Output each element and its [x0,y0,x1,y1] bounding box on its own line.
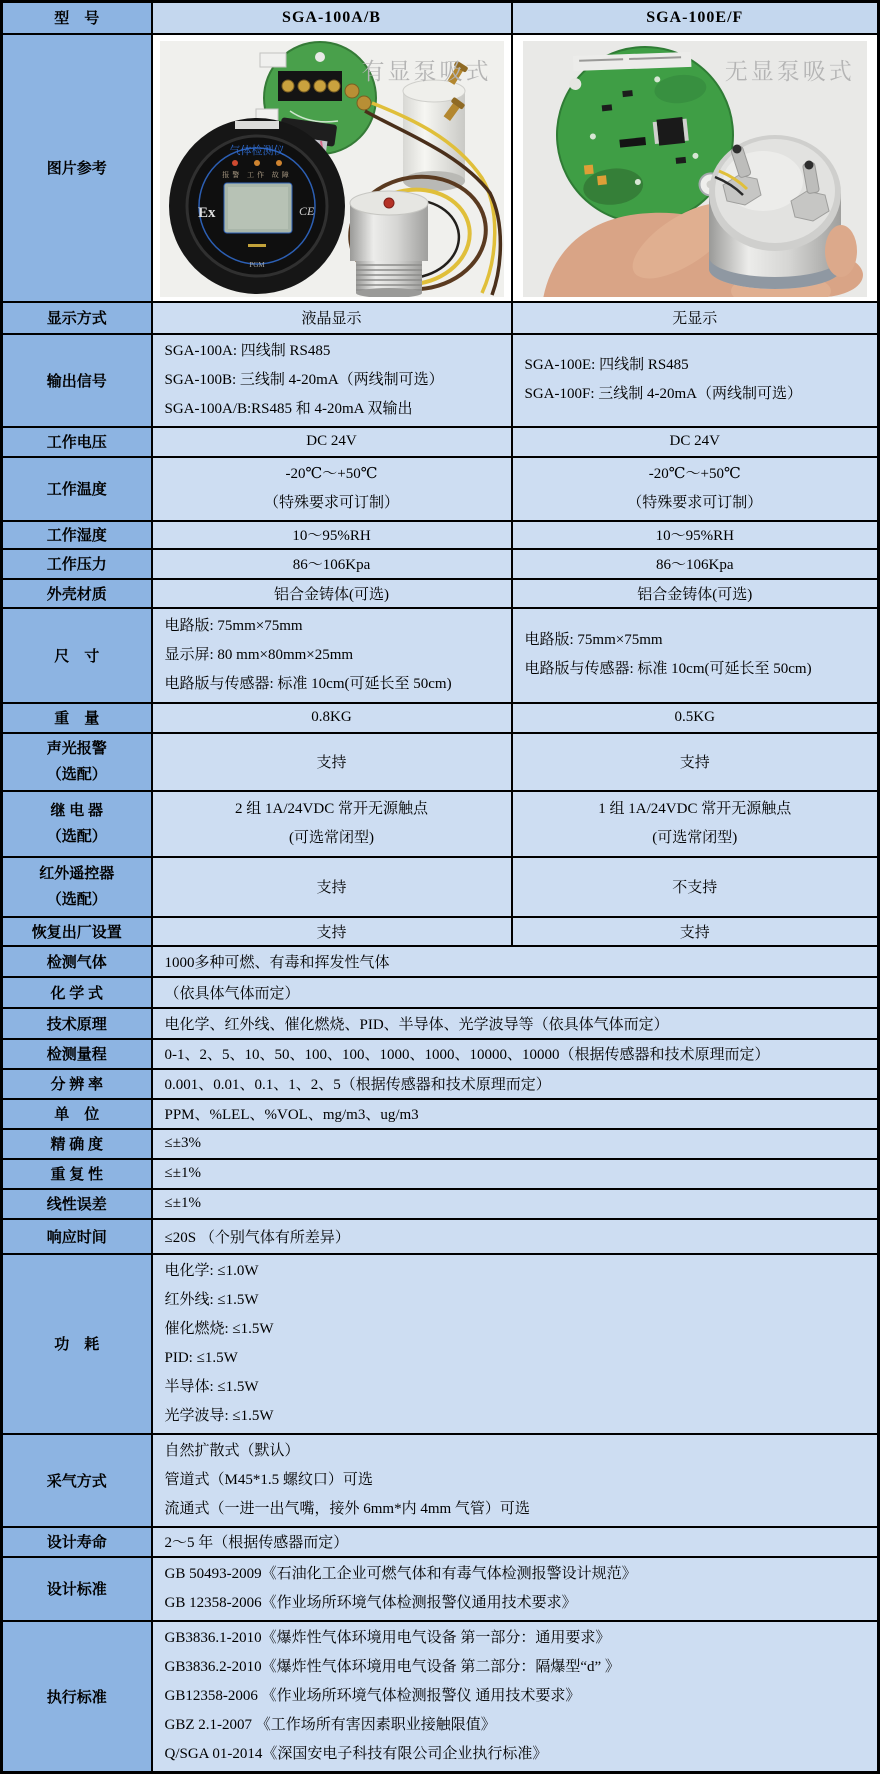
spec-label: 技术原理 [2,1008,152,1039]
spec-value-b: DC 24V [512,427,879,457]
spec-label: 外壳材质 [2,579,152,608]
value-line: GB3836.1-2010《爆炸性气体环境用电气设备 第一部分：通用要求》 [164,1629,611,1646]
value-line: (可选常闭型) [652,829,738,846]
watermark-text-right: 无显泵吸式 [724,58,855,84]
spec-value-b: 0.5KG [512,703,879,733]
spec-label: 工作压力 [2,549,152,579]
product-photo-sga100ab [160,41,504,297]
spec-label: 工作温度 [2,457,152,521]
spec-label: 显示方式 [2,302,152,334]
row-sound-light-alarm [2,733,879,791]
spec-value: 0.001、0.01、0.1、1、2、5（根据传感器和技术原理而定） [152,1069,879,1099]
spec-label: 重 复 性 [2,1159,152,1189]
value-line: 流通式（一进一出气嘴，接外 6mm*内 4mm 气管）可选 [164,1500,530,1517]
value-line: 2 组 1A/24VDC 常开无源触点 [235,800,428,817]
spec-value-b: 支持 [512,733,879,791]
sensor-cylinder-right [709,135,857,289]
spec-value: ≤±1% [152,1159,879,1189]
label-line: 声光报警 [46,740,107,757]
row-dimensions [2,608,879,703]
sensor-cylinder-bottom [350,191,428,297]
value-line: GBZ 2.1-2007 《工作场所有害因素职业接触限值》 [164,1716,496,1733]
spec-label: 检测量程 [2,1039,152,1069]
spec-value-a [152,608,512,703]
value-line: 电路版与传感器: 标准 10cm(可延长至 50cm) [164,675,452,692]
spec-value-b [512,608,879,703]
spec-label: 工作湿度 [2,521,152,549]
spec-value: ≤±1% [152,1189,879,1219]
spec-value-a: 支持 [152,733,512,791]
row-accuracy [2,1129,879,1159]
value-line: GB 50493-2009《石油化工企业可燃气体和有毒气体检测报警设计规范》 [164,1565,637,1582]
spec-label: 检测气体 [2,946,152,977]
spec-label: 恢复出厂设置 [2,917,152,946]
spec-value-b: 铝合金铸体(可选) [512,579,879,608]
row-technology [2,1008,879,1039]
spec-value-a: 液晶显示 [152,302,512,334]
row-range [2,1039,879,1069]
label-line: 红外遥控器 [39,865,115,882]
spec-label: 采气方式 [2,1434,152,1527]
value-line: SGA-100B: 三线制 4-20mA（两线制可选） [164,371,444,388]
spec-label: 响应时间 [2,1219,152,1254]
spec-value-b: 支持 [512,917,879,946]
value-line: -20℃～+50℃ [648,465,741,482]
row-weight [2,703,879,733]
row-resolution [2,1069,879,1099]
spec-value [152,1254,879,1434]
label-line: （选配） [46,766,107,783]
detector-ex-mark: Ex [197,204,216,221]
spec-value: 0-1、2、5、10、50、100、100、1000、1000、10000、10000（根据传感器和技术原理而定） [152,1039,879,1069]
value-line: 电化学: ≤1.0W [164,1262,259,1279]
value-line: SGA-100E: 四线制 RS485 [524,357,689,373]
spec-label: 重 量 [2,703,152,733]
spec-label [2,857,152,917]
spec-value: PPM、%LEL、%VOL、mg/m3、ug/m3 [152,1099,879,1129]
watermark-text-left: 有显泵吸式 [361,58,492,84]
spec-label: 执行标准 [2,1621,152,1773]
row-linearity-error [2,1189,879,1219]
spec-value-a: 支持 [152,917,512,946]
spec-label: 工作电压 [2,427,152,457]
value-line: (可选常闭型) [289,829,374,846]
spec-value-b [512,334,879,427]
row-units [2,1099,879,1129]
model-label: 型 号 [2,2,152,34]
value-line: Q/SGA 01-2014《深国安电子科技有限公司企业执行标准》 [164,1745,548,1762]
photo-row-label: 图片参考 [2,34,152,302]
model-a-header: SGA-100A/B [152,2,512,34]
spec-value [152,1621,879,1773]
value-line: 半导体: ≤1.5W [164,1378,259,1395]
detector-led-labels: 报警 工作 故障 [221,170,292,179]
spec-value-b [512,791,879,857]
spec-label: 单 位 [2,1099,152,1129]
row-ir-remote [2,857,879,917]
row-output-signal [2,334,879,427]
spec-value: 电化学、红外线、催化燃烧、PID、半导体、光学波导等（依具体气体而定） [152,1008,879,1039]
spec-label: 分 辨 率 [2,1069,152,1099]
value-line: 显示屏: 80 mm×80mm×25mm [164,646,354,663]
spec-value-a: 86～106Kpa [152,549,512,579]
spec-value-a [152,791,512,857]
row-detected-gases [2,946,879,977]
spec-label: 精 确 度 [2,1129,152,1159]
value-line: SGA-100F: 三线制 4-20mA（两线制可选） [524,386,803,402]
value-line: 催化燃烧: ≤1.5W [164,1320,274,1337]
spec-value: 1000多种可燃、有毒和挥发性气体 [152,946,879,977]
value-line: 管道式（M45*1.5 螺纹口）可选 [164,1471,373,1488]
value-line: GB3836.2-2010《爆炸性气体环境用电气设备 第二部分：隔爆型“d” 》 [164,1658,620,1675]
spec-value-a [152,457,512,521]
model-b-header: SGA-100E/F [512,2,879,34]
row-display-mode [2,302,879,334]
row-model [2,2,879,34]
value-line: 电路版: 75mm×75mm [164,617,303,634]
value-line: -20℃～+50℃ [285,465,378,482]
label-line: （选配） [46,828,107,845]
spec-value-a: DC 24V [152,427,512,457]
row-execution-standards [2,1621,879,1773]
spec-value-b: 10～95%RH [512,521,879,549]
row-power-consumption [2,1254,879,1434]
value-line: SGA-100A/B:RS485 和 4-20mA 双输出 [164,400,413,417]
value-line: 电路版与传感器: 标准 10cm(可延长至 50cm) [524,661,812,677]
value-line: SGA-100A: 四线制 RS485 [164,342,331,359]
row-sampling-method [2,1434,879,1527]
spec-label: 功 耗 [2,1254,152,1434]
detector-title-text: 气体检测仪 [229,144,284,157]
value-line: （特殊要求可订制） [627,494,763,511]
spec-value: （依具体气体而定） [152,977,879,1008]
detector-ce-mark: CE [298,203,314,218]
spec-label: 设计寿命 [2,1527,152,1557]
spec-label: 输出信号 [2,334,152,427]
spec-value-a [152,334,512,427]
value-line: 电路版: 75mm×75mm [524,632,663,648]
row-factory-reset [2,917,879,946]
spec-label: 线性误差 [2,1189,152,1219]
value-line: GB12358-2006 《作业场所环境气体检测报警仪 通用技术要求》 [164,1687,581,1704]
row-photos [2,34,879,302]
row-pressure [2,549,879,579]
row-design-life [2,1527,879,1557]
spec-label: 化 学 式 [2,977,152,1008]
value-line: 红外线: ≤1.5W [164,1291,259,1308]
label-line: （选配） [46,891,107,908]
spec-value-b: 86～106Kpa [512,549,879,579]
spec-value-b [512,457,879,521]
label-line: 继 电 器 [50,802,103,819]
spec-value [152,1557,879,1621]
row-repeatability [2,1159,879,1189]
row-design-standards [2,1557,879,1621]
gas-detector-front [169,118,345,294]
spec-value: 2～5 年（根据传感器而定） [152,1527,879,1557]
detector-pgm-label: PGM [248,260,265,269]
row-shell-material [2,579,879,608]
row-relay [2,791,879,857]
spec-label: 尺 寸 [2,608,152,703]
spec-value-a: 0.8KG [152,703,512,733]
spec-value-a: 支持 [152,857,512,917]
spec-value-a: 铝合金铸体(可选) [152,579,512,608]
photo-cell-a [152,34,512,302]
spec-label [2,791,152,857]
row-temperature [2,457,879,521]
row-response-time [2,1219,879,1254]
spec-value: ≤20S （个别气体有所差异） [152,1219,879,1254]
value-line: 自然扩散式（默认） [164,1442,300,1459]
value-line: 光学波导: ≤1.5W [164,1407,274,1424]
value-line: （特殊要求可订制） [263,494,399,511]
value-line: GB 12358-2006《作业场所环境气体检测报警仪通用技术要求》 [164,1594,577,1611]
photo-cell-b [512,34,879,302]
spec-value-b: 不支持 [512,857,879,917]
product-photo-sga100ef [523,41,867,297]
row-chemical-formula [2,977,879,1008]
row-voltage [2,427,879,457]
spec-value-a: 10～95%RH [152,521,512,549]
value-line: 1 组 1A/24VDC 常开无源触点 [598,800,792,817]
spec-label [2,733,152,791]
value-line: PID: ≤1.5W [164,1349,238,1366]
spec-label: 设计标准 [2,1557,152,1621]
spec-value [152,1434,879,1527]
spec-value-b: 无显示 [512,302,879,334]
spec-value: ≤±3% [152,1129,879,1159]
row-humidity [2,521,879,549]
